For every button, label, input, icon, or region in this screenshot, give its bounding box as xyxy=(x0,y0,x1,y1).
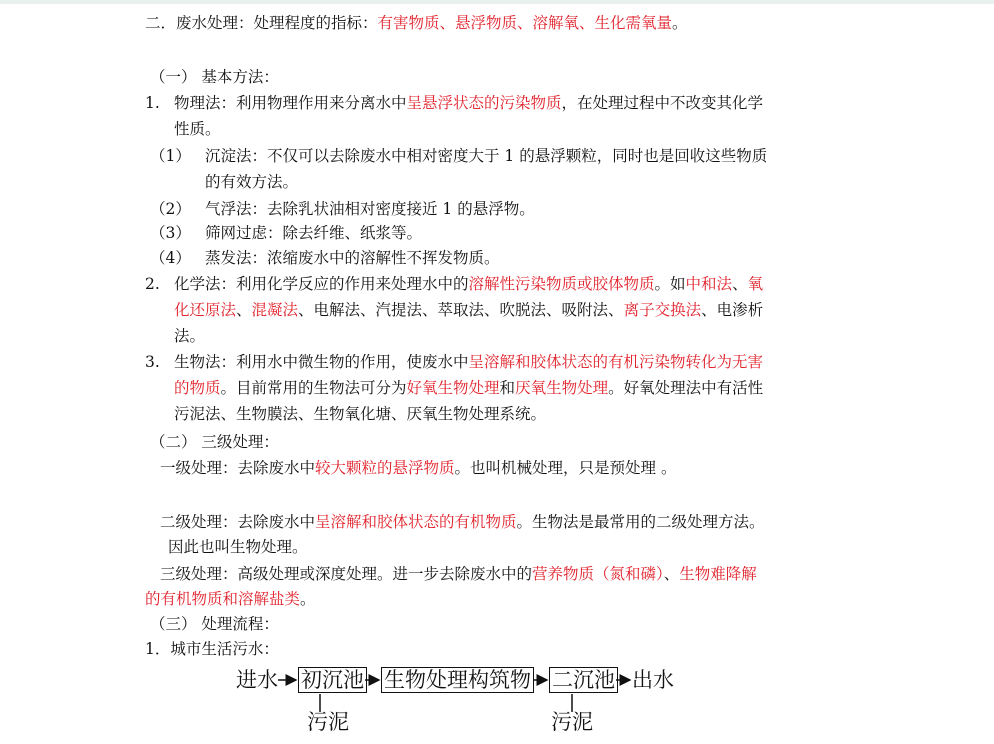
flow-outlet: 出水 xyxy=(632,668,674,692)
tertiary-treatment: 三级处理：高级处理或深度处理。进一步去除废水中的营养物质（氮和磷）、生物难降解 xyxy=(160,565,757,583)
sub-item-num: （1） xyxy=(150,147,191,165)
sub-item-num: （2） xyxy=(150,200,191,218)
three-level-heading: （二） 三级处理： xyxy=(150,433,279,451)
tertiary-treatment-cont: 的有机物质和溶解盐类。 xyxy=(145,590,316,608)
chemical-method-num: 2. xyxy=(145,275,160,293)
flow-inlet: 进水 xyxy=(236,668,278,692)
flow-box-secondary-clarifier: 二沉池 xyxy=(549,667,618,693)
sub-item-evaporation: 蒸发法：浓缩废水中的溶解性不挥发物质。 xyxy=(205,249,500,267)
physical-method-num: 1. xyxy=(145,94,160,112)
flow-item-municipal: 1．城市生活污水： xyxy=(145,640,279,658)
flow-box-primary-clarifier: 初沉池 xyxy=(298,667,367,693)
sub-item-sedimentation: 沉淀法：不仅可以去除废水中相对密度大于 1 的悬浮颗粒，同时也是回收这些物质 xyxy=(205,147,768,165)
flow-sludge-1: 污泥 xyxy=(307,710,349,734)
chemical-method-end: 法。 xyxy=(174,327,206,345)
biological-method-cont: 的物质。目前常用的生物法可分为好氧生物处理和厌氧生物处理。好氧处理法中有活性 xyxy=(174,379,764,397)
sub-item-num: （3） xyxy=(150,224,191,242)
biological-method-num: 3. xyxy=(145,353,160,371)
primary-treatment: 一级处理：去除废水中较大颗粒的悬浮物质。也叫机械处理，只是预处理 。 xyxy=(160,459,677,477)
sub-item-screening: 筛网过虑：除去纤维、纸浆等。 xyxy=(205,224,423,242)
secondary-treatment-cont: 因此也叫生物处理。 xyxy=(168,538,308,556)
flow-heading: （三） 处理流程： xyxy=(150,615,279,633)
sub-item-flotation: 气浮法：去除乳状油相对密度接近 1 的悬浮物。 xyxy=(205,200,535,218)
flow-box-bio-treatment: 生物处理构筑物 xyxy=(381,667,534,693)
flow-sludge-2: 污泥 xyxy=(551,710,593,734)
biological-method: 生物法：利用水中微生物的作用，使废水中呈溶解和胶体状态的有机污染物转化为无害 xyxy=(174,353,764,371)
chemical-method: 化学法：利用化学反应的作用来处理水中的溶解性污染物质或胶体物质。如中和法、氧 xyxy=(174,275,764,293)
basic-methods-heading: （一） 基本方法： xyxy=(150,68,279,86)
chemical-method-cont: 化还原法、混凝法、电解法、汽提法、萃取法、吹脱法、吸附法、离子交换法、电渗析 xyxy=(174,301,764,319)
sub-item-num: （4） xyxy=(150,249,191,267)
physical-method-cont: 性质。 xyxy=(174,120,221,138)
section-title: 二．废水处理：处理程度的指标：有害物质、悬浮物质、溶解氧、生化需氧量。 xyxy=(145,14,688,32)
secondary-treatment: 二级处理：去除废水中呈溶解和胶体状态的有机物质。生物法是最常用的二级处理方法。 xyxy=(160,513,765,531)
physical-method: 物理法：利用物理作用来分离水中呈悬浮状态的污染物质，在处理过程中不改变其化学 xyxy=(174,94,764,112)
sub-item-sedimentation-cont: 的有效方法。 xyxy=(205,173,299,191)
biological-method-end: 污泥法、生物膜法、生物氧化塘、厌氧生物处理系统。 xyxy=(174,405,547,423)
